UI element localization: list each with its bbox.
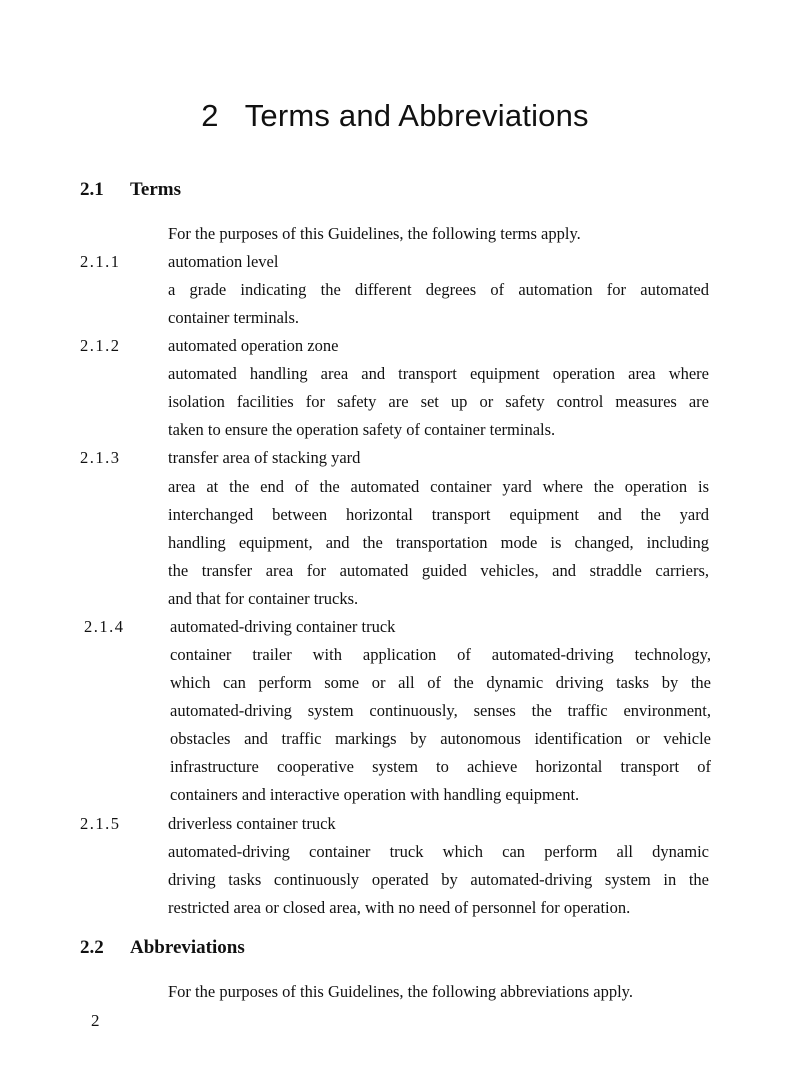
term-definition-line: the transfer area for automated guided vehicles, and straddle carriers, — [168, 561, 709, 580]
section-title: Abbreviations — [130, 937, 245, 958]
chapter-title-text: Terms and Abbreviations — [244, 98, 589, 133]
term-definition-line: isolation facilities for safety are set up or safety control measures are — [168, 392, 709, 411]
term-definition-line: automated-driving system continuously, senses the traffic environment, — [170, 701, 711, 720]
term-definition-line: automated-driving container truck which can perform all dynamic — [168, 842, 709, 861]
section-intro: For the purposes of this Guidelines, the following abbreviations apply. — [168, 982, 633, 1001]
section-number: 2.2 — [80, 937, 104, 958]
term-definition-line: which can perform some or all of the dynamic driving tasks by the — [170, 673, 711, 692]
chapter-title — [0, 98, 790, 134]
term-definition-line: area at the end of the automated container yard where the operation is — [168, 477, 709, 496]
section-intro: For the purposes of this Guidelines, the following terms apply. — [168, 224, 581, 243]
term-definition-line: obstacles and traffic markings by autonomous identification or vehicle — [170, 729, 711, 748]
section-heading-terms — [80, 179, 181, 201]
section-heading-abbreviations — [80, 937, 245, 959]
term-name: transfer area of stacking yard — [168, 448, 361, 467]
section-title: Terms — [130, 179, 182, 200]
section-number: 2.1 — [80, 179, 104, 200]
term-name: automated-driving container truck — [170, 617, 396, 636]
term-name: driverless container truck — [168, 814, 336, 833]
term-definition-line: container terminals. — [168, 308, 300, 327]
term-number: 2.1.5 — [80, 814, 121, 833]
page-number: 2 — [91, 1011, 100, 1030]
term-number: 2.1.1 — [80, 252, 121, 271]
term-definition-line: infrastructure cooperative system to achieve horizontal transport of — [170, 757, 711, 776]
term-definition-line: containers and interactive operation with handling equipment. — [170, 785, 580, 804]
term-number: 2.1.4 — [84, 617, 125, 636]
term-definition-line: automated handling area and transport equipment operation area where — [168, 364, 709, 383]
term-definition-line: restricted area or closed area, with no need of personnel for operation. — [168, 898, 631, 917]
term-name: automated operation zone — [168, 336, 339, 355]
term-definition-line: container trailer with application of automated-driving technology, — [170, 645, 711, 664]
term-definition-line: interchanged between horizontal transport equipment and the yard — [168, 505, 709, 524]
term-number: 2.1.3 — [80, 448, 121, 467]
term-definition-line: driving tasks continuously operated by automated-driving system in the — [168, 870, 709, 889]
term-definition-line: handling equipment, and the transportation mode is changed, including — [168, 533, 709, 552]
term-definition-line: taken to ensure the operation safety of container terminals. — [168, 420, 556, 439]
term-number: 2.1.2 — [80, 336, 121, 355]
term-name: automation level — [168, 252, 279, 271]
term-definition-line: a grade indicating the different degrees of automation for automated — [168, 280, 709, 299]
chapter-number: 2 — [201, 98, 219, 133]
term-definition-line: and that for container trucks. — [168, 589, 359, 608]
